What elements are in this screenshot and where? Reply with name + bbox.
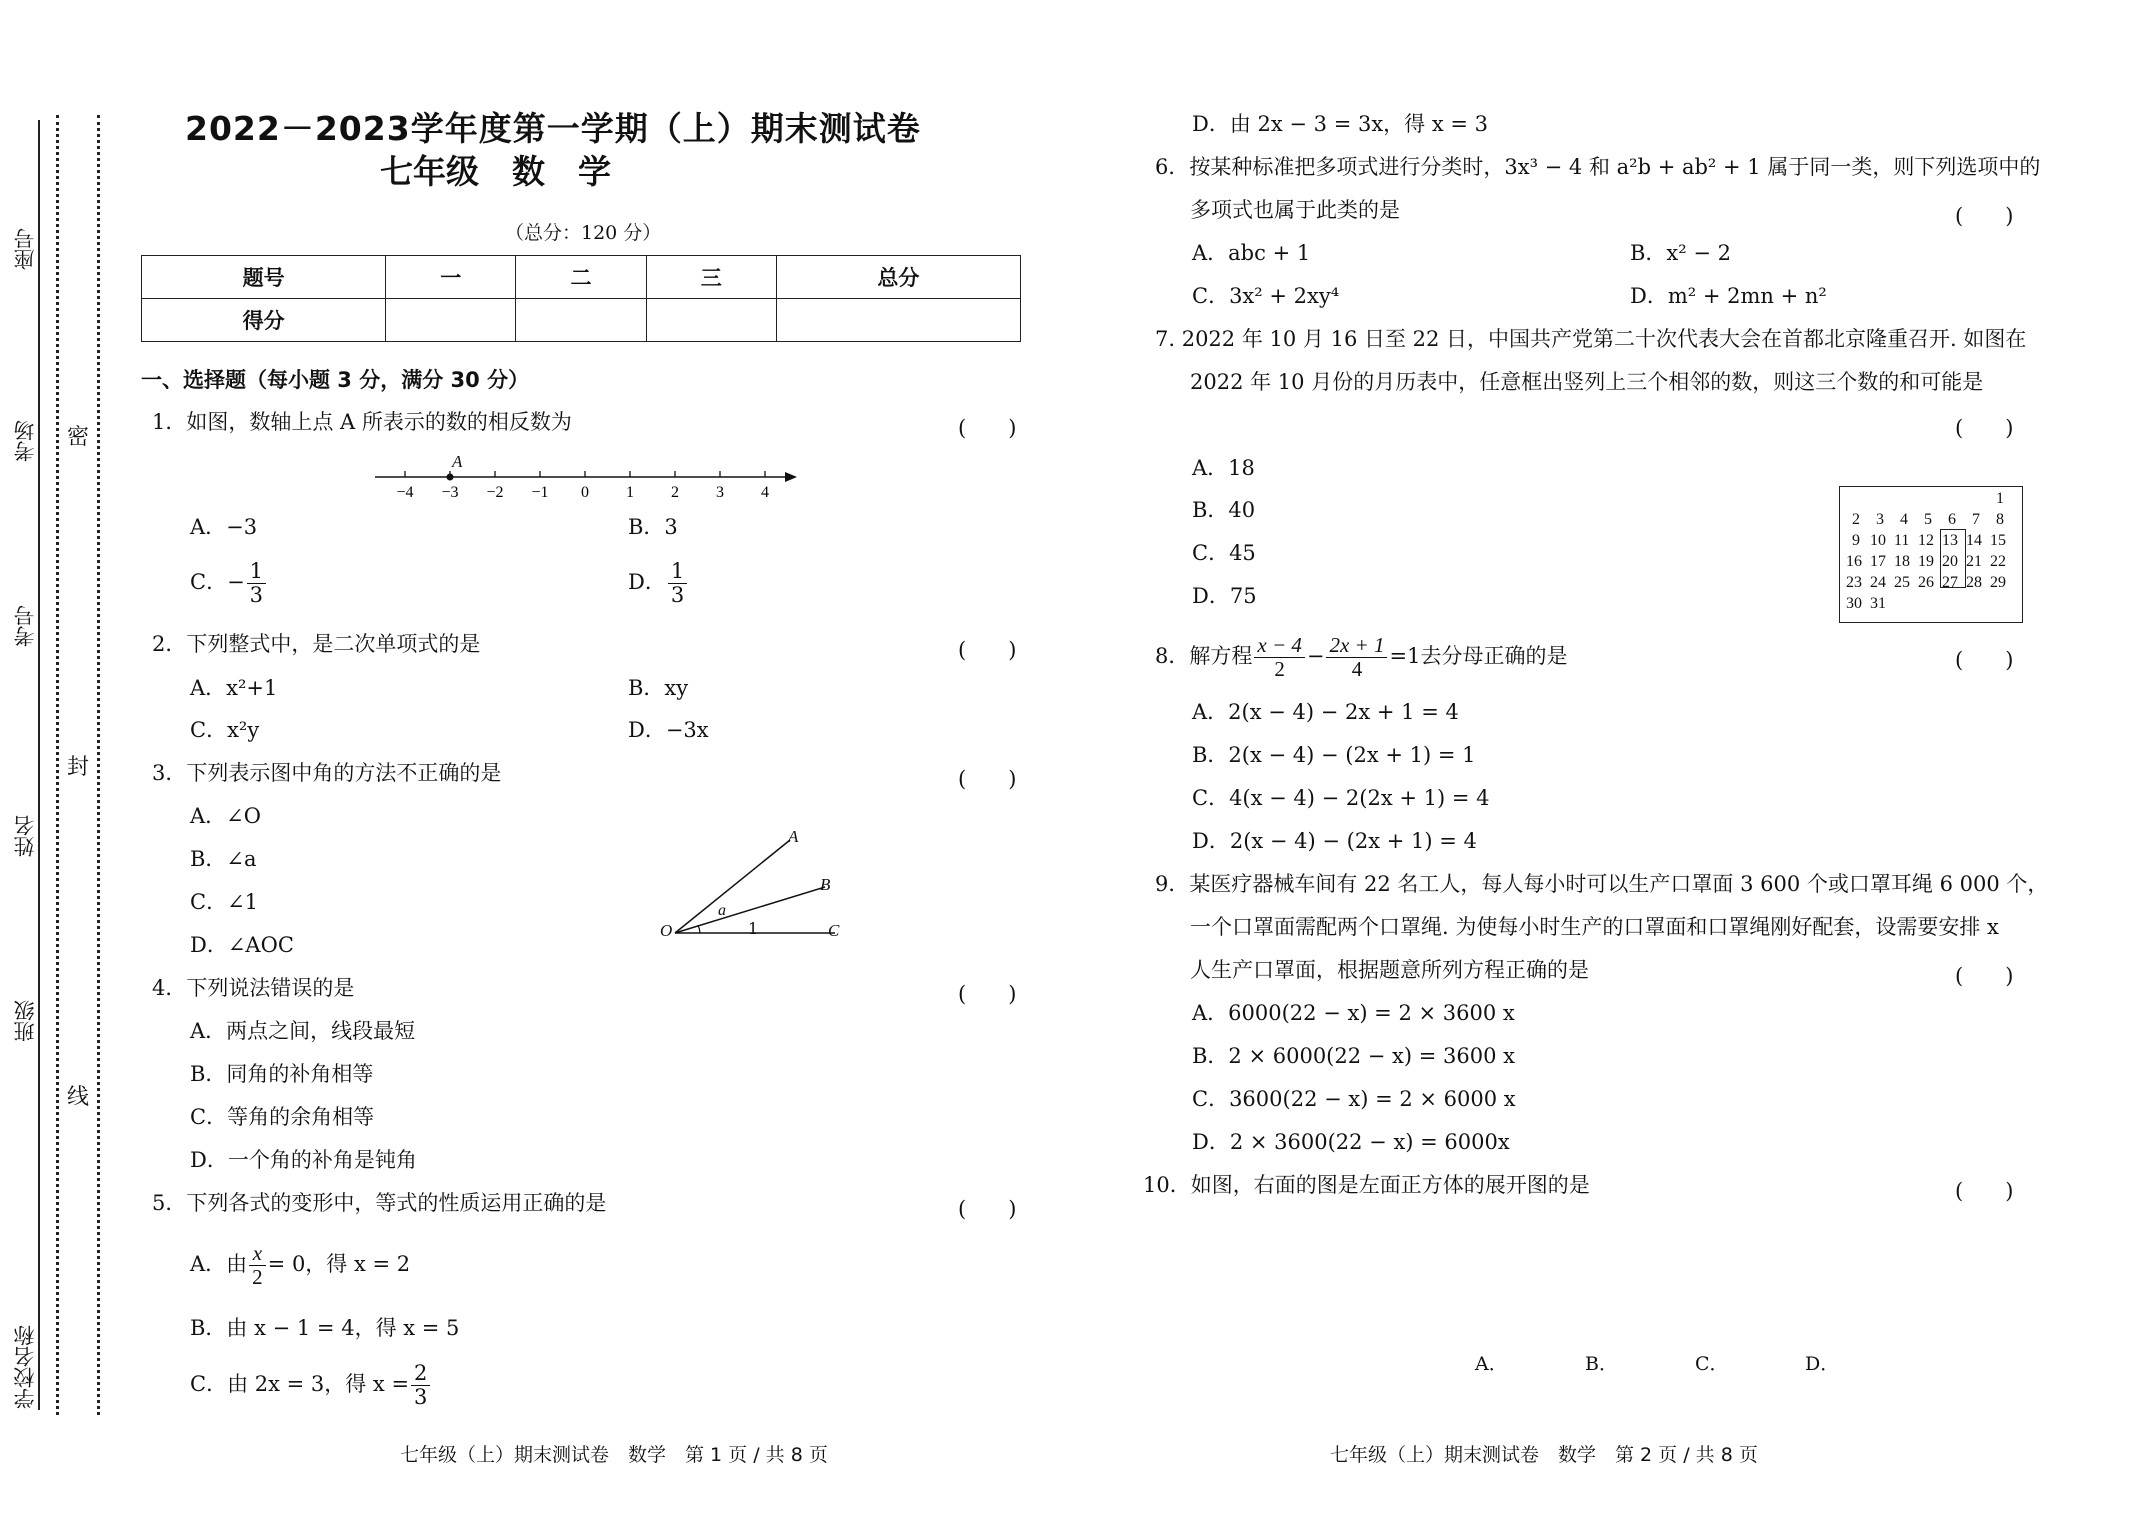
q3-option-c: C．∠1: [190, 890, 259, 914]
exam-subject: 七年级 数 学: [380, 152, 611, 191]
q3-label-o-point: O: [660, 921, 673, 940]
q10-option-a: A．: [1475, 1353, 1508, 1375]
calendar-day: 12: [1918, 532, 1934, 549]
section-heading: 一、选择题（每小题 3 分，满分 30 分）: [141, 368, 530, 392]
calendar-day: 25: [1894, 574, 1910, 591]
number-line-tick-label: 2: [671, 484, 679, 501]
score-cell[interactable]: [386, 299, 516, 342]
q3-label-b-point: B: [820, 875, 831, 894]
q3-stem: 3．下列表示图中角的方法不正确的是: [152, 761, 502, 785]
q10-option-d: D．: [1805, 1353, 1840, 1375]
q4-option-b: B．同角的补角相等: [190, 1062, 374, 1086]
number-line-tick-label: 1: [626, 484, 634, 501]
q10-answer-paren: ( ): [1955, 1179, 2014, 1203]
q2-answer-paren: ( ): [958, 638, 1017, 662]
calendar-highlight-box: [1940, 529, 1966, 588]
q7-option-a: A．18: [1192, 456, 1255, 480]
q7-option-d: D．75: [1192, 584, 1257, 608]
binding-label-room: 考场: [13, 420, 37, 462]
binding-label-name: 姓名: [13, 815, 37, 857]
score-cell[interactable]: [646, 299, 776, 342]
q7-option-b: B．40: [1192, 498, 1256, 522]
calendar-day: 14: [1966, 532, 1982, 549]
score-cell[interactable]: [776, 299, 1020, 342]
calendar-day: 11: [1894, 532, 1910, 549]
calendar-day: 17: [1870, 553, 1886, 570]
number-line-tick-label: 3: [716, 484, 724, 501]
score-header-cell: 一: [386, 256, 516, 299]
q5-option-d: D．由 2x − 3 = 3x，得 x = 3: [1192, 112, 1488, 136]
number-line-tick-label: −4: [396, 484, 414, 501]
q3-label-one: 1: [748, 919, 759, 938]
q3-option-d: D．∠AOC: [190, 933, 294, 957]
q8-option-b: B．2(x − 4) − (2x + 1) = 1: [1192, 743, 1476, 767]
q9-option-b: B．2 × 6000(22 − x) = 3600 x: [1192, 1044, 1515, 1068]
q3-label-alpha: a: [718, 902, 726, 919]
q8-answer-paren: ( ): [1955, 648, 2014, 672]
q3-option-b: B．∠a: [190, 847, 257, 871]
q10-option-b: B．: [1585, 1353, 1618, 1375]
q10-option-c: C．: [1695, 1353, 1729, 1375]
q3-answer-paren: ( ): [958, 767, 1017, 791]
q6-option-c: C．3x² + 2xy⁴: [1192, 284, 1340, 308]
calendar-day: 19: [1918, 553, 1934, 570]
calendar-day: 7: [1972, 511, 1980, 528]
calendar-day: 6: [1948, 511, 1956, 528]
calendar-day: 9: [1852, 532, 1860, 549]
binding-label-class: 班级: [13, 1000, 37, 1042]
q2-stem: 2．下列整式中，是二次单项式的是: [152, 632, 481, 656]
score-header-cell: 题号: [142, 256, 386, 299]
calendar-day: 4: [1900, 511, 1908, 528]
calendar-day: 23: [1846, 574, 1862, 591]
q1-answer-paren: ( ): [958, 416, 1017, 440]
q1-option-a: A．−3: [190, 515, 258, 539]
q3-label-a-point: A: [788, 827, 799, 846]
score-header-cell: 总分: [776, 256, 1020, 299]
q8-option-d: D．2(x − 4) − (2x + 1) = 4: [1192, 829, 1477, 853]
q9-answer-paren: ( ): [1955, 964, 2014, 988]
q5-stem: 5．下列各式的变形中，等式的性质运用正确的是: [152, 1191, 607, 1215]
q1-option-b: B．3: [628, 515, 678, 539]
score-header-cell: 三: [646, 256, 776, 299]
q5-option-b: B．由 x − 1 = 4，得 x = 5: [190, 1316, 460, 1340]
q9-stem-line1: 9．某医疗器械车间有 22 名工人，每人每小时可以生产口罩面 3 600 个或口罩耳绳 6 000 个，: [1155, 872, 2049, 896]
q1-option-d: D． $\frac{1}{3}$: [628, 560, 689, 607]
q4-option-a: A．两点之间，线段最短: [190, 1019, 416, 1043]
calendar-day: 21: [1966, 553, 1982, 570]
calendar-day: 1: [1996, 490, 2004, 507]
seal-char-xian: 线: [67, 1085, 90, 1110]
calendar-day: 27: [1942, 574, 1958, 591]
number-line-tick-label: −3: [441, 484, 459, 501]
number-line-tick-label: 0: [581, 484, 589, 501]
binding-label-examno: 考号: [13, 605, 37, 647]
calendar-day: 24: [1870, 574, 1886, 591]
q9-option-a: A．6000(22 − x) = 2 × 3600 x: [1192, 1001, 1515, 1025]
calendar-day: 29: [1990, 574, 2006, 591]
total-score-note: （总分：120 分）: [505, 222, 662, 244]
q9-stem-line3: 人生产口罩面，根据题意所列方程正确的是: [1190, 958, 1589, 982]
left-page-footer: 七年级（上）期末测试卷 数学 第 1 页 / 共 8 页: [400, 1444, 828, 1466]
calendar-day: 8: [1996, 511, 2004, 528]
binding-line-solid: [38, 120, 40, 1410]
right-page-footer: 七年级（上）期末测试卷 数学 第 2 页 / 共 8 页: [1330, 1444, 1758, 1466]
q9-stem-line2: 一个口罩面需配两个口罩绳. 为使每小时生产的口罩面和口罩绳刚好配套，设需要安排 x: [1190, 915, 1999, 939]
calendar-day: 13: [1942, 532, 1958, 549]
exam-title: 2022－2023学年度第一学期（上）期末测试卷: [185, 109, 921, 148]
calendar-day: 28: [1966, 574, 1982, 591]
score-row-label: 得分: [142, 299, 386, 342]
q2-option-d: D．−3x: [628, 718, 709, 742]
calendar-day: 26: [1918, 574, 1934, 591]
q6-stem-line1: 6．按某种标准把多项式进行分类时，3x³ − 4 和 a²b + ab² + 1 属于同一类，则下列选项中的: [1155, 155, 2041, 179]
q6-option-b: B．x² − 2: [1630, 241, 1732, 265]
q4-stem: 4．下列说法错误的是: [152, 976, 355, 1000]
calendar-day: 22: [1990, 553, 2006, 570]
q7-answer-paren: ( ): [1955, 416, 2014, 440]
q1-point-label: A: [452, 452, 463, 471]
number-line-tick-label: 4: [761, 484, 769, 501]
calendar-day: 16: [1846, 553, 1862, 570]
q6-stem-line2: 多项式也属于此类的是: [1190, 198, 1400, 222]
binding-label-school: 学校名称: [13, 1325, 37, 1409]
seal-char-feng: 封: [67, 755, 90, 780]
seal-char-mi: 密: [67, 425, 90, 450]
q5-answer-paren: ( ): [958, 1197, 1017, 1221]
number-line-tick-label: −2: [486, 484, 504, 501]
q9-option-c: C．3600(22 − x) = 2 × 6000 x: [1192, 1087, 1516, 1111]
binding-line-dotted-2: [97, 115, 100, 1415]
october-calendar: [1839, 486, 2023, 623]
q7-option-c: C．45: [1192, 541, 1256, 565]
q1-number-line: [365, 452, 805, 502]
calendar-day: 10: [1870, 532, 1886, 549]
calendar-day: 30: [1846, 595, 1862, 612]
calendar-day: 31: [1870, 595, 1886, 612]
q2-option-c: C．x²y: [190, 718, 260, 742]
calendar-day: 15: [1990, 532, 2006, 549]
q6-option-a: A．abc + 1: [1192, 241, 1311, 265]
binding-label-seat: 座号: [13, 228, 37, 270]
calendar-day: 2: [1852, 511, 1860, 528]
q7-stem-line2: 2022 年 10 月份的月历表中，任意框出竖列上三个相邻的数，则这三个数的和可能是: [1190, 370, 1984, 394]
binding-line-dotted-1: [56, 115, 59, 1415]
q3-option-a: A．∠O: [190, 804, 261, 828]
q5-option-c: C．由 2x = 3，得 x = $\frac{2}{3}$: [190, 1362, 432, 1409]
q1-option-c: C．− $\frac{1}{3}$: [190, 560, 268, 607]
calendar-day: 18: [1894, 553, 1910, 570]
q4-option-d: D．一个角的补角是钝角: [190, 1148, 417, 1172]
q8-option-a: A．2(x − 4) − 2x + 1 = 4: [1192, 700, 1459, 724]
q5-option-a: A．由 $\frac{x}{2}$ = 0，得 x = 2: [190, 1241, 411, 1290]
score-header-cell: 二: [516, 256, 646, 299]
number-line-tick-label: −1: [531, 484, 549, 501]
q6-answer-paren: ( ): [1955, 204, 2014, 228]
q2-option-a: A．x²+1: [190, 676, 278, 700]
calendar-day: 20: [1942, 553, 1958, 570]
q9-option-d: D．2 × 3600(22 − x) = 6000x: [1192, 1130, 1510, 1154]
q4-answer-paren: ( ): [958, 982, 1017, 1006]
q3-label-c-point: C: [828, 921, 840, 940]
score-table: [141, 255, 1021, 342]
q4-option-c: C．等角的余角相等: [190, 1105, 375, 1129]
q8-option-c: C．4(x − 4) − 2(2x + 1) = 4: [1192, 786, 1490, 810]
q6-option-d: D．m² + 2mn + n²: [1630, 284, 1827, 308]
q8-stem: 8．解方程 $\frac{x - 4}{2}$ − $\frac{2x + 1}{4}$ =1去分母正确的是: [1155, 633, 1568, 682]
calendar-day: 3: [1876, 511, 1884, 528]
calendar-day: 5: [1924, 511, 1932, 528]
q1-stem: 1．如图，数轴上点 A 所表示的数的相反数为: [152, 410, 572, 434]
q10-stem: 10．如图，右面的图是左面正方体的展开图的是: [1143, 1173, 1590, 1197]
score-cell[interactable]: [516, 299, 646, 342]
q2-option-b: B．xy: [628, 676, 689, 700]
q7-stem-line1: 7. 2022 年 10 月 16 日至 22 日，中国共产党第二十次代表大会在首都北京隆重召开. 如图在: [1155, 327, 2027, 351]
